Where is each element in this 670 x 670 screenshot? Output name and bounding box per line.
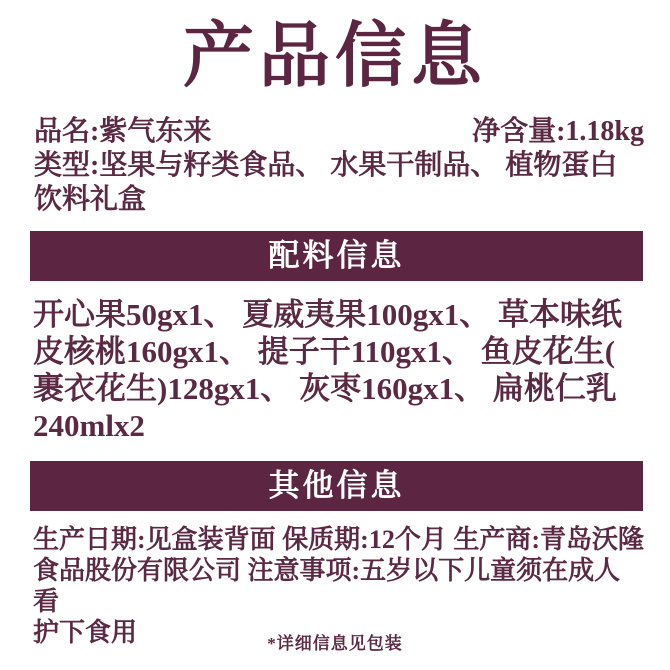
ingredients-line: 开心果50gx1、 夏威夷果100gx1、 草本味纸	[33, 297, 622, 332]
ingredients-line: 240mlx2	[33, 408, 145, 443]
net-weight: 净含量:1.18kg	[472, 116, 644, 147]
product-type-line: 饮料礼盒	[34, 184, 147, 215]
section-header-other	[30, 461, 643, 511]
footnote: *详细信息见包装	[267, 634, 403, 653]
product-type-line: 类型:坚果与籽类食品、 水果干制品、 植物蛋白	[34, 150, 618, 181]
product-type	[34, 149, 644, 217]
section-header-label: 其他信息	[268, 468, 405, 503]
section-header-label: 配料信息	[268, 238, 405, 273]
ingredients-line: 皮核桃160gx1、 提子干110gx1、 鱼皮花生(	[33, 334, 616, 369]
ingredients-text	[33, 296, 644, 444]
section-header-ingredients	[30, 231, 643, 281]
ingredients-line: 裹衣花生)128gx1、 灰枣160gx1、 扁桃仁乳	[33, 371, 617, 406]
other-info-line: 食品股份有限公司 注意事项:五岁以下儿童须在成人看	[33, 556, 621, 616]
basic-info-row	[34, 115, 644, 149]
product-name: 品名:紫气东来	[34, 116, 212, 147]
page-title: 产品信息	[182, 18, 487, 96]
other-info-line: 生产日期:见盒装背面 保质期:12个月 生产商:青岛沃隆	[33, 525, 644, 554]
other-info-line: 护下食用	[33, 618, 138, 647]
